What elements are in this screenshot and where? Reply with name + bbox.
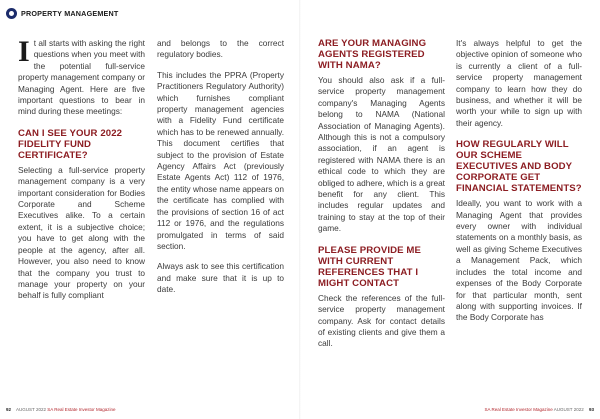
paragraph-ppra: This includes the PPRA (Property Practitioners Regulatory Authority) which furnishes compliant property management agencies with a Fidelity Fund certificate which has to be renewed annually. This document certifies that subject to the provision of Estate Agency Affairs Act (previously Estate Agents Act) 112 of 1976, the entity whose name appears on the certificate has complied with the provisions of section 16 of act 112 or 1976, and the regulations promulgated in terms of said section.: [157, 69, 284, 251]
heading-references: PLEASE PROVIDE ME WITH CURRENT REFERENCES THAT I MIGHT CONTACT: [318, 244, 421, 289]
section-header: [6, 6, 119, 20]
paragraph-certification: Always ask to see this certification and make sure that it is up to date.: [157, 261, 284, 295]
column-4: [456, 38, 582, 333]
footer-left: [6, 407, 116, 412]
intro-paragraph: [18, 35, 145, 118]
paragraph-references: Check the references of the full-service property management company. Ask for contact details of existing clients and give them a call.: [318, 292, 445, 349]
issue-left: AUGUST 2022: [16, 407, 46, 412]
issue-right: AUGUST 2022: [553, 407, 584, 412]
paragraph-nama: You should also ask if a full-service property management company's Managing Agents belong to NAMA (National Association of Managing Agents). Although this is not a compulsory association, if an agent is registered with NAMA there is an ethical code to which they are obliged to adhere, which is a great benefit for any client. This includes regular updates and training to stay at the top of their game.: [318, 75, 445, 234]
footer-right: [484, 407, 594, 412]
paragraph-selecting: Selecting a full-service property management company is a very important consideration for Bodies Corporate and Scheme Executives alike. To a certain extent, it is a subjective choice; you have to get along with the people at the agency, after all. However, you also need to know that the company you trust to manage your property on your behalf is fully compliant: [18, 164, 145, 301]
section-title: PROPERTY MANAGEMENT: [21, 8, 119, 18]
brand-left: SA Real Estate Investor Magazine: [47, 407, 116, 412]
heading-nama: ARE YOUR MANAGING AGENTS REGISTERED WITH NAMA?: [318, 38, 427, 71]
page-gutter: [299, 0, 301, 419]
page-number-left: 92: [6, 407, 12, 412]
brand-right: SA Real Estate Investor Magazine: [484, 407, 553, 412]
paragraph-regulatory: and belongs to the correct regulatory bodies.: [157, 38, 284, 60]
paragraph-statements: Ideally, you want to work with a Managing Agent that provides every owner with individual statements on a monthly basis, as well as giving Scheme Executives a Management Pack, which includes the total income and expenses of the Body Corporate for that particular month, sent along with supporting invoices. If the Body Corporate has: [456, 198, 582, 323]
paragraph-objective-opinion: It's always helpful to get the objective opinion of someone who is currently a client of a full-service property management company to learn how they do business, and whether it will be worth your while to sign up with their agency.: [456, 38, 582, 128]
drop-cap: I: [18, 35, 30, 68]
magazine-logo-icon: [6, 8, 17, 19]
column-1: [18, 35, 145, 311]
heading-financial-statements: HOW REGULARLY WILL OUR SCHEME EXECUTIVES AND BODY CORPORATE GET FINANCIAL STATEMENTS?: [456, 139, 582, 195]
column-2: [157, 38, 284, 305]
heading-fidelity-fund: CAN I SEE YOUR 2022 FIDELITY FUND CERTIFICATE?: [18, 127, 123, 161]
page-number-right: 93: [588, 407, 594, 412]
column-3: [318, 38, 445, 359]
intro-text: t all starts with asking the right questions when you meet with the potential full-service property management company or Managing Agent. Here are five important questions to bear in mind during these meetings:: [18, 38, 145, 117]
